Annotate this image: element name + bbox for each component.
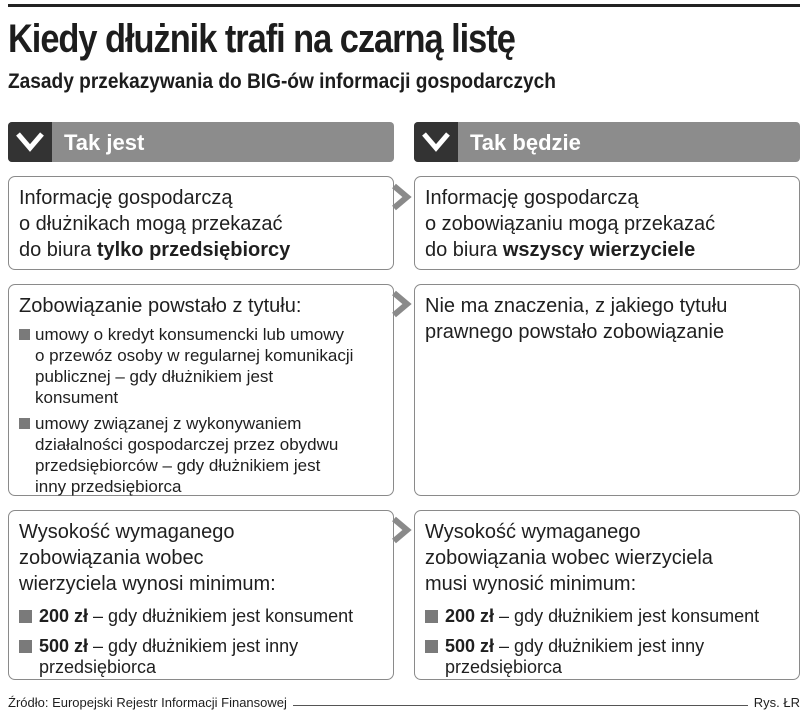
bullet1-line: umowy o kredyt konsumencki lub umowy bbox=[35, 325, 344, 344]
row1-future-line3 bbox=[425, 237, 789, 263]
row3-current-line3: wierzyciela wynosi minimum: bbox=[19, 573, 276, 595]
square-bullet-icon bbox=[19, 329, 30, 340]
row1-future-line1: Informację gospodarczą bbox=[425, 187, 639, 209]
bullet2-line: inny przedsiębiorca bbox=[35, 477, 182, 496]
bullet2-line: przedsiębiorców – gdy dłużnikiem jest bbox=[35, 456, 321, 475]
list-item bbox=[19, 606, 383, 627]
row2-future-box bbox=[414, 284, 800, 496]
bullet1-line: o przewóz osoby w regularnej komunikacji bbox=[35, 346, 354, 365]
row3-future-line3: musi wynosić minimum: bbox=[425, 573, 637, 595]
row3-future-line1: Wysokość wymaganego bbox=[425, 521, 641, 543]
list-item bbox=[425, 606, 789, 627]
column-header-current bbox=[8, 122, 394, 162]
row2-future-line1: Nie ma znaczenia, z jakiego tytułu bbox=[425, 295, 728, 317]
list-item bbox=[19, 413, 383, 497]
chevron-right-icon bbox=[388, 289, 414, 319]
bullet2-line: umowy związanej z wykonywaniem bbox=[35, 414, 302, 433]
amount-line bbox=[445, 636, 789, 657]
row2-future-line2: prawnego powstało zobowiązanie bbox=[425, 321, 725, 343]
column-header-current-label: Tak jest bbox=[64, 130, 145, 155]
square-bullet-icon bbox=[425, 610, 438, 623]
row2-current-box bbox=[8, 284, 394, 496]
chevron-down-icon bbox=[414, 122, 458, 162]
amount-desc-continued: przedsiębiorca bbox=[445, 657, 563, 677]
amount-desc-continued: przedsiębiorca bbox=[39, 657, 157, 677]
row3-future-line2: zobowiązania wobec wierzyciela bbox=[425, 547, 713, 569]
bullet1-line: publicznej – gdy dłużnikiem jest bbox=[35, 367, 274, 386]
column-header-future bbox=[414, 122, 800, 162]
row3-current-line2: zobowiązania wobec bbox=[19, 547, 204, 569]
top-rule bbox=[8, 4, 800, 7]
square-bullet-icon bbox=[19, 640, 32, 653]
amount-desc: – gdy dłużnikiem jest konsument bbox=[88, 606, 354, 626]
row2-current-heading: Zobowiązanie powstało z tytułu: bbox=[19, 295, 302, 317]
row1-current-line1: Informację gospodarczą bbox=[19, 187, 233, 209]
row1-future-line3-prefix: do biura bbox=[425, 239, 503, 261]
amount-desc: – gdy dłużnikiem jest inny bbox=[494, 636, 705, 656]
illustration-credit: Rys. ŁR bbox=[748, 695, 800, 710]
row3-future-box bbox=[414, 510, 800, 680]
amount-value: 500 zł bbox=[445, 636, 495, 656]
square-bullet-icon bbox=[425, 640, 438, 653]
amount-desc: – gdy dłużnikiem jest konsument bbox=[494, 606, 760, 626]
row1-future-emphasis: wszyscy wierzyciele bbox=[502, 239, 696, 261]
bullet2-line: działalności gospodarczej przez obydwu bbox=[35, 435, 339, 454]
list-item bbox=[425, 636, 789, 678]
list-item bbox=[19, 324, 383, 408]
square-bullet-icon bbox=[19, 418, 30, 429]
amount-value: 500 zł bbox=[39, 636, 89, 656]
column-header-future-label: Tak będzie bbox=[470, 130, 581, 155]
page-title: Kiedy dłużnik trafi na czarną listę bbox=[8, 17, 515, 61]
row1-current-box bbox=[8, 176, 394, 270]
amount-value: 200 zł bbox=[445, 606, 495, 626]
page-subtitle: Zasady przekazywania do BIG-ów informacji gospodarczych bbox=[8, 70, 556, 93]
chevron-down-icon bbox=[8, 122, 52, 162]
amount-value: 200 zł bbox=[39, 606, 89, 626]
row1-future-line2: o zobowiązaniu mogą przekazać bbox=[425, 213, 716, 235]
amount-line bbox=[39, 636, 383, 657]
footer bbox=[8, 692, 800, 712]
bullet1-line: konsument bbox=[35, 388, 119, 407]
amount-desc: – gdy dłużnikiem jest inny bbox=[88, 636, 299, 656]
row3-current-line1: Wysokość wymaganego bbox=[19, 521, 235, 543]
square-bullet-icon bbox=[19, 610, 32, 623]
row1-current-line3 bbox=[19, 237, 383, 263]
row1-current-line3-prefix: do biura bbox=[19, 239, 97, 261]
list-item bbox=[19, 636, 383, 678]
row1-current-emphasis: tylko przedsiębiorcy bbox=[96, 239, 291, 261]
row1-future-box bbox=[414, 176, 800, 270]
amount-line bbox=[39, 606, 383, 627]
row1-current-line2: o dłużnikach mogą przekazać bbox=[19, 213, 283, 235]
source-note: Źródło: Europejski Rejestr Informacji Finansowej bbox=[8, 695, 293, 710]
row3-current-box bbox=[8, 510, 394, 680]
amount-line bbox=[445, 606, 789, 627]
chevron-right-icon bbox=[388, 515, 414, 545]
chevron-right-icon bbox=[388, 182, 414, 212]
